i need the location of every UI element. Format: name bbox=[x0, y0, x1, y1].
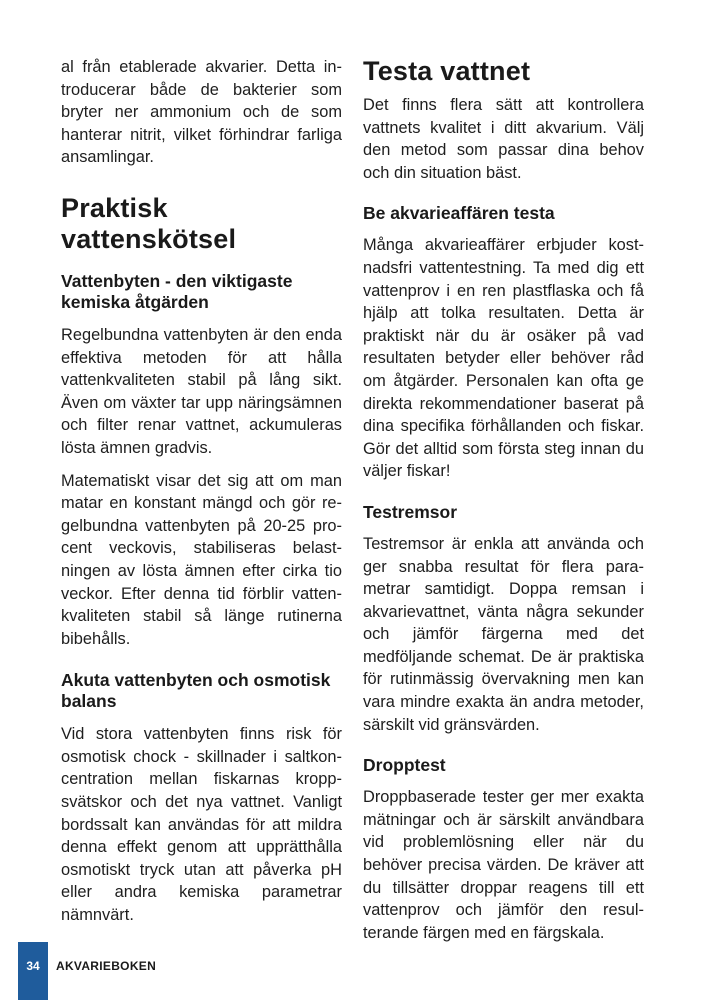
subheading-water-changes: Vattenbyten - den viktigaste kemiska åtgärden bbox=[61, 270, 293, 312]
page-number: 34 bbox=[26, 959, 40, 973]
page-number-box bbox=[18, 942, 48, 1000]
paragraph-store-test: Många akvarieaffärer erbjuder kostnadsfri vattentestning. Ta med dig ett vattenprov i en ren plastflaska och få hjälp att tolka resultaten. Detta är praktiskt när du är osäker på vad resultaten betyder eller behöver råd om åtgärder. Personalen kan ofta ge direkta rekommendationer baserat på dina specifika förhållanden och fiskar. Gör det alltid som första steg innan du väljer fiskar! bbox=[363, 236, 644, 481]
paragraph-drop-test: Droppbaserade tester ger mer exakta mätningar och är särskilt användbara vid problemlösning eller när du behöver precisa värden. De kräver att du tillsätter droppar reagens till ett vattenprov och jämför den resulterande färgen med en färgskala. bbox=[363, 788, 644, 942]
subheading-test-strips: Testremsor bbox=[363, 501, 458, 522]
paragraph-water-changes-2: Matematiskt visar det sig att om man matar en konstant mängd och gör regelbundna vattenbyten på 20-25 procent veckovis, stabiliseras belastningen av lösta ämnen efter cirka tio veckor. Efter denna tid förblir vattenkvaliteten stabil så länge rutinerna bibehålls. bbox=[61, 471, 342, 648]
subheading-drop-test: Dropptest bbox=[363, 755, 446, 776]
section-title-practical-water-care: Praktisk vattenskötsel bbox=[61, 192, 237, 254]
intro-paragraph-continued: al från etablerade akvarier. Detta introducerar både de bakterier som bryter ner ammonium och de som hanterar nitrit, vilket förhindrar farliga ansamlingar. bbox=[61, 58, 342, 167]
paragraph-osmotic-balance: Vid stora vattenbyten finns risk för osmotisk chock - skillnader i saltkoncentration mellan fiskarnas kroppsvätskor och det nya vattnet. Vanligt bordssalt kan användas för att mildra denna effekt genom att upprätthålla osmotiskt tryck utan att påverka pH eller andra kemiska parametrar nämnvärt. bbox=[61, 725, 342, 925]
subheading-store-test: Be akvarieaffären testa bbox=[363, 203, 555, 224]
paragraph-test-strips: Testremsor är enkla att använda och ger snabba resultat för flera parametrar samtidigt. Doppa remsan i akvarievattnet, vänta några sekunder och jämför färgerna med det medföljande schemat. De är praktiska för rutinmässig övervakning men kan vara mindre exakta än andra metoder, särskilt vid gränsvärden. bbox=[363, 534, 644, 734]
section-title-test-water: Testa vattnet bbox=[363, 56, 531, 86]
page-footer bbox=[0, 942, 300, 1000]
subheading-osmotic-balance: Akuta vattenbyten och osmotisk balans bbox=[61, 670, 331, 712]
book-title: AKVARIEBOKEN bbox=[56, 959, 157, 973]
paragraph-test-intro: Det finns flera sätt att kontrollera vattnets kvalitet i ditt akvarium. Välj den metod som passar dina behov och din situation bäst. bbox=[363, 96, 644, 182]
left-column bbox=[61, 56, 342, 937]
paragraph-water-changes-1: Regelbundna vattenbyten är den enda effektiva metoden för att hålla vattenkvaliteten stabil på lång sikt. Även om växter tar upp näringsämnen och filter renar vattnet, ackumuleras lösta ämnen gradvis. bbox=[61, 325, 342, 457]
right-column bbox=[363, 56, 644, 954]
